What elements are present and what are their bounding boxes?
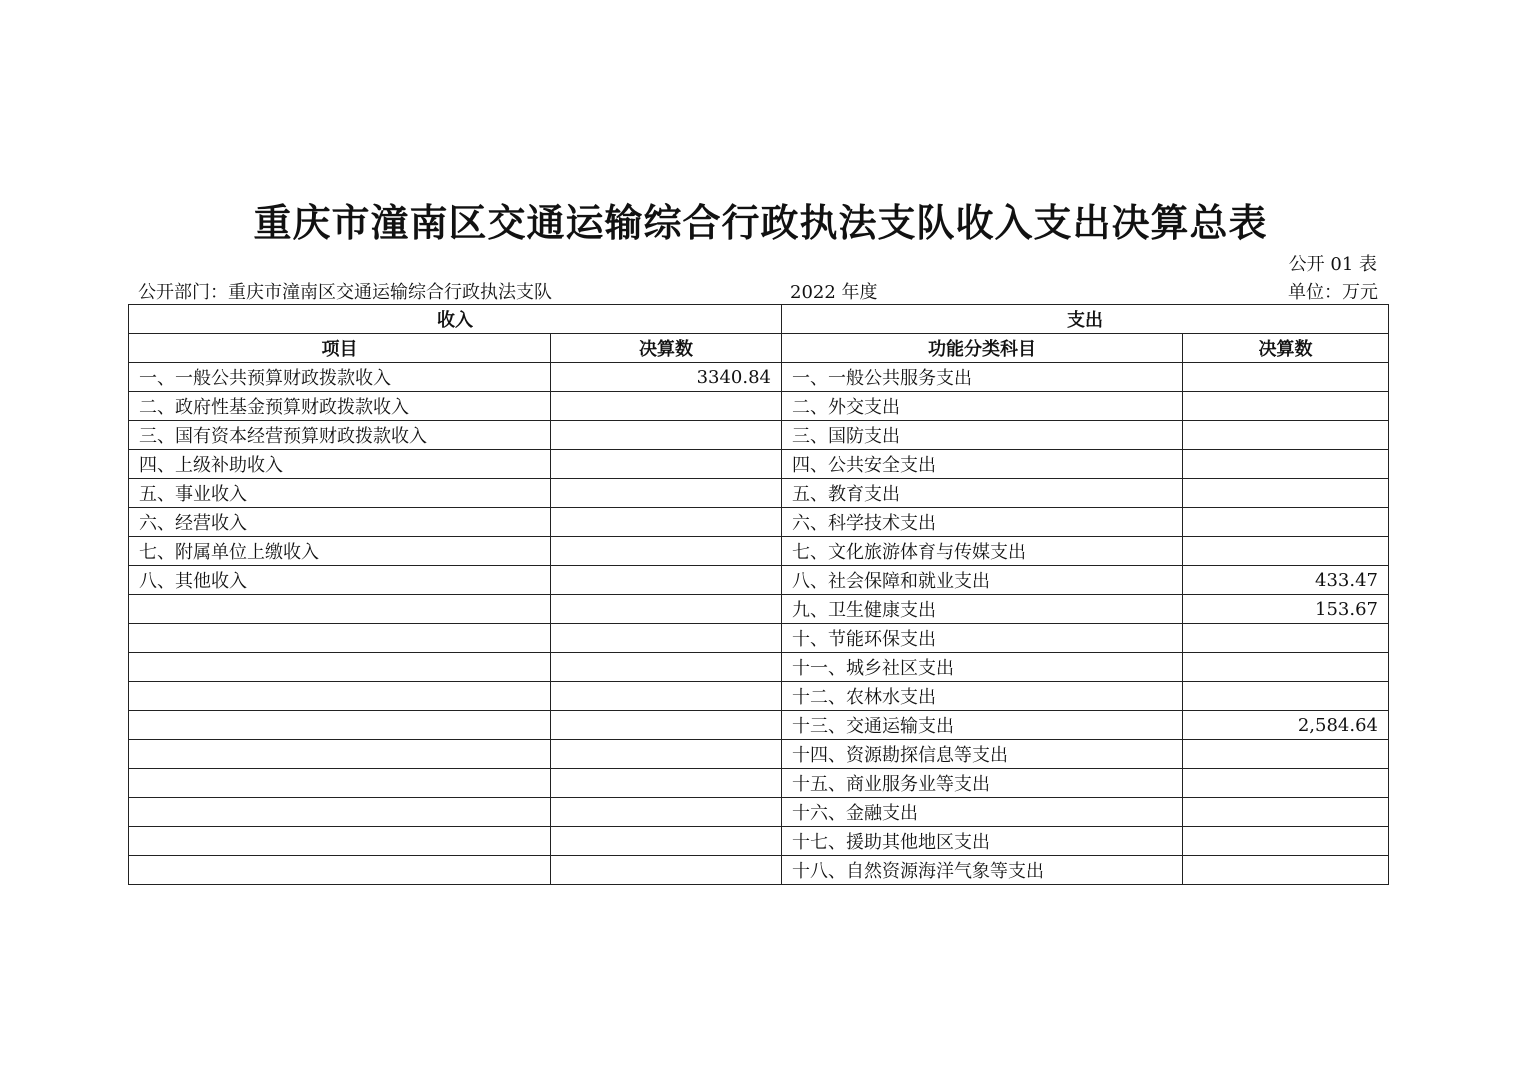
form-number: 公开 01 表 [1288, 254, 1377, 275]
income-amount-column-header: 决算数 [551, 334, 782, 363]
income-item-cell [129, 827, 551, 856]
expense-amount-cell [1183, 798, 1389, 827]
expense-amount-cell [1183, 363, 1389, 392]
page-title: 重庆市潼南区交通运输综合行政执法支队收入支出决算总表 [253, 201, 1268, 245]
expense-item-cell: 十七、援助其他地区支出 [782, 827, 1183, 856]
expense-section-header: 支出 [782, 305, 1389, 334]
table-row [129, 363, 1389, 392]
expense-item-cell: 十六、金融支出 [782, 798, 1183, 827]
income-amount-cell [551, 392, 782, 421]
expense-amount-cell [1183, 856, 1389, 885]
expense-item-cell: 六、科学技术支出 [782, 508, 1183, 537]
table-row [129, 595, 1389, 624]
income-item-cell [129, 798, 551, 827]
table-row [129, 566, 1389, 595]
expense-amount-cell: 2,584.64 [1183, 711, 1389, 740]
income-amount-cell [551, 856, 782, 885]
expense-amount-cell [1183, 769, 1389, 798]
income-item-cell [129, 624, 551, 653]
table-row [129, 682, 1389, 711]
expense-item-cell: 八、社会保障和就业支出 [782, 566, 1183, 595]
table-row [129, 421, 1389, 450]
expense-amount-cell [1183, 479, 1389, 508]
income-amount-cell [551, 450, 782, 479]
expense-amount-cell: 433.47 [1183, 566, 1389, 595]
table-body [129, 363, 1389, 885]
income-item-cell: 八、其他收入 [129, 566, 551, 595]
expense-item-cell: 十一、城乡社区支出 [782, 653, 1183, 682]
table-row [129, 479, 1389, 508]
income-section-header: 收入 [129, 305, 782, 334]
expense-amount-column-header: 决算数 [1183, 334, 1389, 363]
table-row [129, 827, 1389, 856]
fiscal-year: 2022 年度 [790, 282, 878, 303]
income-amount-cell [551, 508, 782, 537]
income-item-cell: 五、事业收入 [129, 479, 551, 508]
table-row [129, 740, 1389, 769]
item-column-header: 项目 [129, 334, 551, 363]
income-amount-cell [551, 798, 782, 827]
expense-amount-cell [1183, 827, 1389, 856]
table-row [129, 450, 1389, 479]
income-item-cell [129, 769, 551, 798]
income-item-cell [129, 711, 551, 740]
income-item-cell [129, 856, 551, 885]
expense-amount-cell [1183, 740, 1389, 769]
income-amount-cell [551, 769, 782, 798]
table-row [129, 624, 1389, 653]
income-amount-cell [551, 624, 782, 653]
income-expense-table [128, 304, 1389, 885]
expense-item-cell: 十二、农林水支出 [782, 682, 1183, 711]
income-amount-cell [551, 479, 782, 508]
expense-amount-cell: 153.67 [1183, 595, 1389, 624]
function-category-column-header: 功能分类科目 [782, 334, 1183, 363]
table-row [129, 769, 1389, 798]
unit-label: 单位：万元 [1288, 282, 1378, 303]
expense-item-cell: 一、一般公共服务支出 [782, 363, 1183, 392]
income-amount-cell [551, 421, 782, 450]
expense-item-cell: 十八、自然资源海洋气象等支出 [782, 856, 1183, 885]
expense-item-cell: 十、节能环保支出 [782, 624, 1183, 653]
column-header-row [129, 334, 1389, 363]
income-amount-cell [551, 537, 782, 566]
income-amount-cell: 3340.84 [551, 363, 782, 392]
expense-item-cell: 二、外交支出 [782, 392, 1183, 421]
expense-item-cell: 三、国防支出 [782, 421, 1183, 450]
expense-amount-cell [1183, 392, 1389, 421]
income-item-cell: 一、一般公共预算财政拨款收入 [129, 363, 551, 392]
expense-item-cell: 五、教育支出 [782, 479, 1183, 508]
income-amount-cell [551, 566, 782, 595]
income-item-cell: 二、政府性基金预算财政拨款收入 [129, 392, 551, 421]
income-amount-cell [551, 827, 782, 856]
income-amount-cell [551, 711, 782, 740]
expense-amount-cell [1183, 653, 1389, 682]
expense-amount-cell [1183, 537, 1389, 566]
income-item-cell: 四、上级补助收入 [129, 450, 551, 479]
department-label: 公开部门：重庆市潼南区交通运输综合行政执法支队 [138, 282, 552, 303]
income-item-cell: 三、国有资本经营预算财政拨款收入 [129, 421, 551, 450]
table-row [129, 856, 1389, 885]
income-item-cell [129, 595, 551, 624]
section-header-row [129, 305, 1389, 334]
income-item-cell [129, 653, 551, 682]
expense-item-cell: 十三、交通运输支出 [782, 711, 1183, 740]
table-row [129, 537, 1389, 566]
income-item-cell: 七、附属单位上缴收入 [129, 537, 551, 566]
table-row [129, 653, 1389, 682]
expense-amount-cell [1183, 421, 1389, 450]
income-item-cell: 六、经营收入 [129, 508, 551, 537]
table-row [129, 798, 1389, 827]
expense-item-cell: 四、公共安全支出 [782, 450, 1183, 479]
meta-row [138, 278, 1378, 302]
expense-item-cell: 九、卫生健康支出 [782, 595, 1183, 624]
table-row [129, 711, 1389, 740]
expense-amount-cell [1183, 624, 1389, 653]
income-item-cell [129, 740, 551, 769]
expense-item-cell: 十四、资源勘探信息等支出 [782, 740, 1183, 769]
expense-amount-cell [1183, 450, 1389, 479]
table-row [129, 508, 1389, 537]
income-amount-cell [551, 682, 782, 711]
expense-item-cell: 七、文化旅游体育与传媒支出 [782, 537, 1183, 566]
income-amount-cell [551, 653, 782, 682]
table-row [129, 392, 1389, 421]
income-amount-cell [551, 740, 782, 769]
expense-amount-cell [1183, 508, 1389, 537]
income-amount-cell [551, 595, 782, 624]
expense-amount-cell [1183, 682, 1389, 711]
expense-item-cell: 十五、商业服务业等支出 [782, 769, 1183, 798]
income-item-cell [129, 682, 551, 711]
